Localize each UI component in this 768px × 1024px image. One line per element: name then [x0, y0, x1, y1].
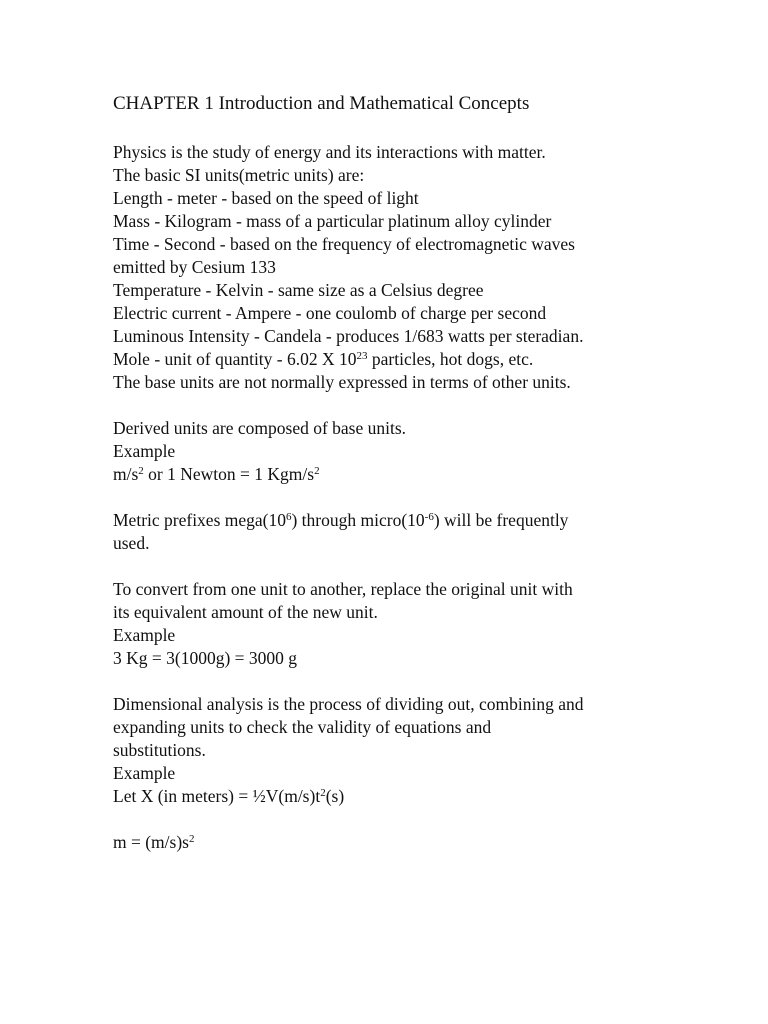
prefixes-part: ) will be frequently [433, 510, 569, 530]
dimensional-eq-part: Let X (in meters) = ½V(m/s)t [113, 786, 321, 806]
derived-eq-part: or 1 Newton = 1 Kgm/s [143, 464, 315, 484]
unit-temperature: Temperature - Kelvin - same size as a Celsius degree [113, 280, 484, 300]
derived-example-label: Example [113, 441, 176, 461]
derived-exponent: 2 [138, 464, 144, 477]
conversion-section [113, 578, 713, 670]
conversion-line-1: To convert from one unit to another, replace the original unit with [113, 579, 573, 599]
dimensional-line-1: Dimensional analysis is the process of dividing out, combining and [113, 694, 584, 714]
prefix-exponent: -6 [424, 510, 434, 523]
dimensional-example-label: Example [113, 763, 176, 783]
prefixes-line [113, 509, 713, 532]
dimensional-line-2: expanding units to check the validity of equations and [113, 717, 492, 737]
unit-current: Electric current - Ampere - one coulomb of charge per second [113, 303, 547, 323]
unit-mass: Mass - Kilogram - mass of a particular platinum alloy cylinder [113, 211, 552, 231]
mole-text-end: particles, hot dogs, etc. [367, 349, 534, 369]
unit-luminous: Luminous Intensity - Candela - produces 1/683 watts per steradian. [113, 326, 584, 346]
prefixes-part: Metric prefixes mega(10 [113, 510, 286, 530]
unit-mole [113, 348, 713, 371]
derived-equation [113, 463, 713, 486]
prefixes-line-2: used. [113, 533, 150, 553]
prefixes-section [113, 509, 713, 555]
basic-si-intro: The basic SI units(metric units) are: [113, 165, 365, 185]
dimensional-eq-part: m = (m/s)s [113, 832, 189, 852]
dimensional-eq-part: (s) [325, 786, 345, 806]
mole-text: Mole - unit of quantity - 6.02 X 10 [113, 349, 357, 369]
conversion-equation: 3 Kg = 3(1000g) = 3000 g [113, 648, 298, 668]
base-units-note: The base units are not normally expressed in terms of other units. [113, 372, 571, 392]
dimensional-line-3: substitutions. [113, 740, 206, 760]
unit-length: Length - meter - based on the speed of light [113, 188, 419, 208]
unit-time: Time - Second - based on the frequency of electromagnetic waves [113, 234, 575, 254]
prefix-exponent: 6 [285, 510, 292, 523]
derived-exponent: 2 [314, 464, 320, 477]
dimensional-exponent: 2 [320, 786, 326, 799]
unit-time-continued: emitted by Cesium 133 [113, 257, 276, 277]
dimensional-analysis-section [113, 693, 713, 808]
chapter-title: CHAPTER 1 Introduction and Mathematical Concepts [113, 93, 530, 114]
conversion-line-2: its equivalent amount of the new unit. [113, 602, 378, 622]
mole-exponent: 23 [356, 349, 368, 362]
prefixes-part: ) through micro(10 [291, 510, 425, 530]
dimensional-equation-1 [113, 785, 713, 808]
dimensional-exponent: 2 [188, 832, 195, 845]
derived-definition: Derived units are composed of base units. [113, 418, 407, 438]
physics-definition: Physics is the study of energy and its interactions with matter. [113, 142, 546, 162]
dimensional-equation-2 [113, 831, 713, 854]
conversion-example-label: Example [113, 625, 176, 645]
derived-units-section [113, 417, 713, 486]
dimensional-result-section [113, 831, 713, 854]
document-page [113, 90, 713, 877]
si-units-section [113, 141, 713, 394]
derived-eq-part: m/s [113, 464, 139, 484]
